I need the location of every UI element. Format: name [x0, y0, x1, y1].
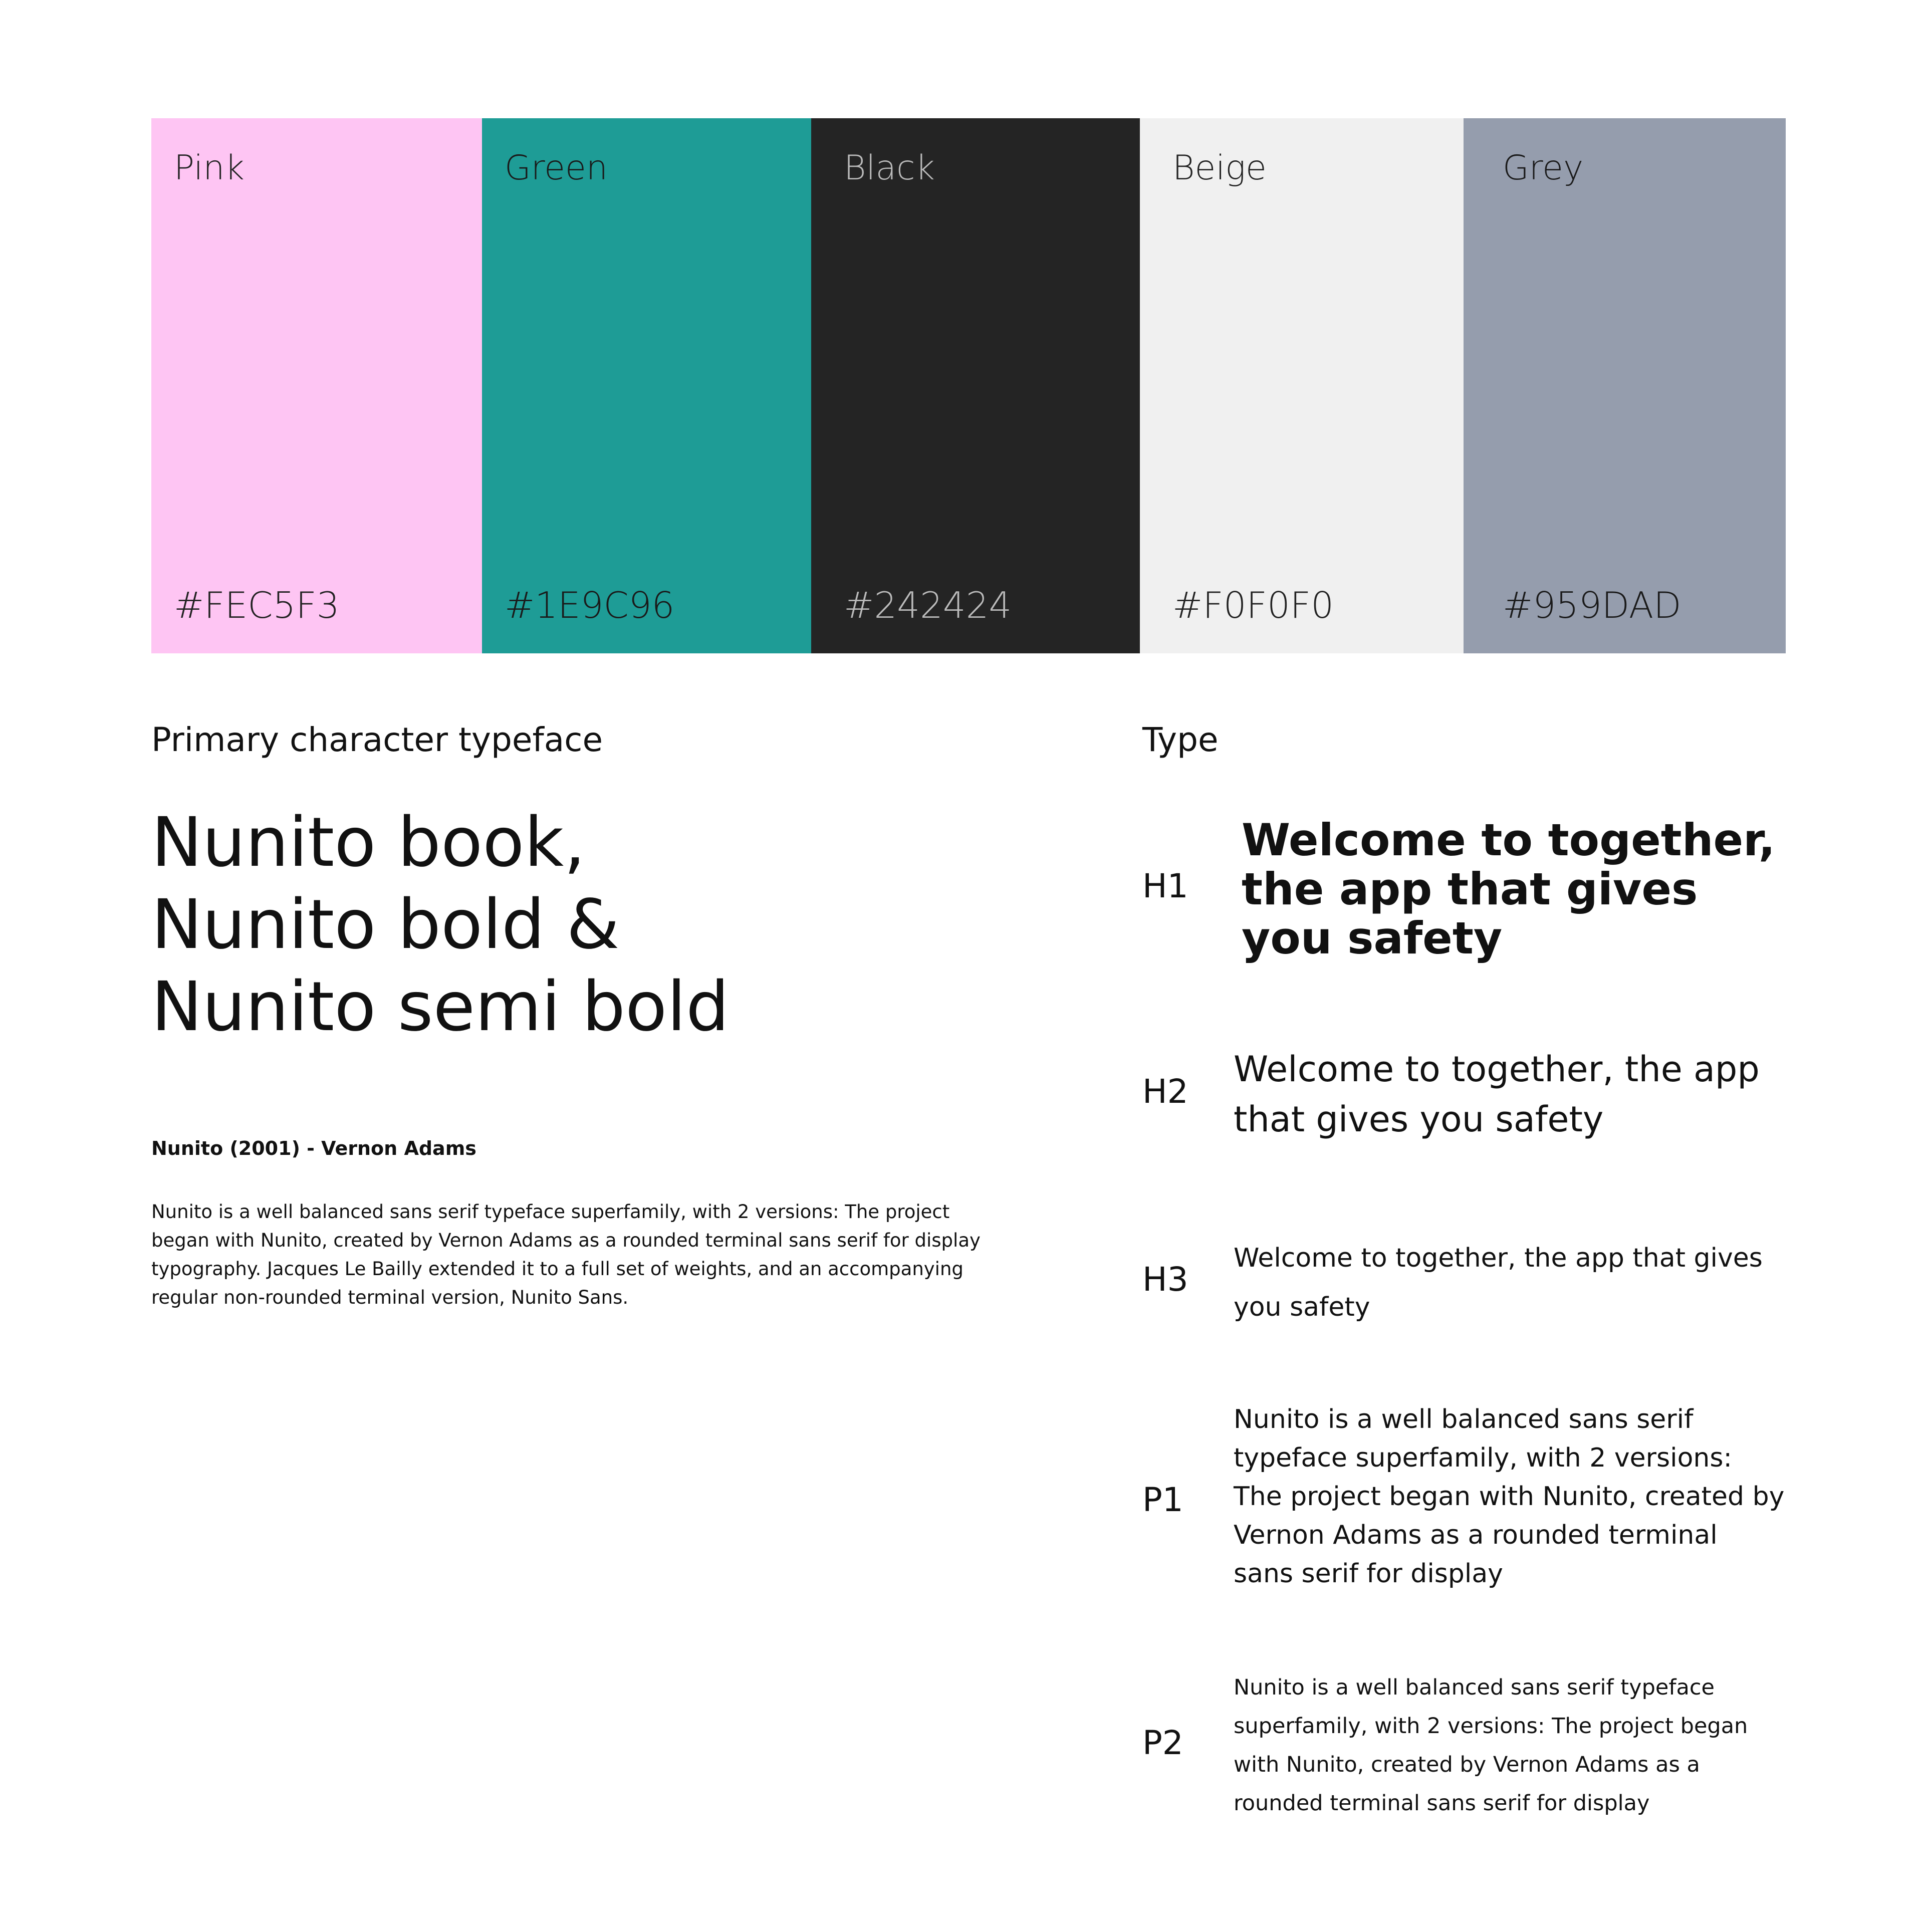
swatch-name: Pink [174, 148, 245, 188]
type-label-h1: H1 [1142, 867, 1188, 905]
swatch-hex: #242424 [844, 584, 1012, 626]
swatch-name: Beige [1172, 148, 1267, 188]
type-label-h2: H2 [1142, 1072, 1188, 1111]
type-sample-h3: Welcome to together, the app that gives you safety [1234, 1243, 1763, 1322]
swatch-green [482, 118, 811, 653]
swatch-grey [1464, 118, 1786, 653]
swatch-hex: #959DAD [1503, 584, 1681, 626]
typeface-description: Nunito is a well balanced sans serif typeface superfamily, with 2 versions: The project began with Nunito, created by Vernon Adams as a rounded terminal sans serif for display typography. Jacques Le Bailly extended it to a full set of weights, and an accompanying regular non-rounded terminal version, Nunito Sans. [151, 1201, 981, 1308]
typeface-credit: Nunito (2001) - Vernon Adams [151, 1137, 476, 1159]
type-label-p2: P2 [1142, 1724, 1183, 1762]
swatch-hex: #FEC5F3 [174, 584, 340, 626]
type-sample-h1: Welcome to together, the app that gives you safety [1242, 814, 1776, 964]
display-line: Nunito bold & [151, 885, 620, 964]
swatch-hex: #1E9C96 [505, 584, 675, 626]
type-sample-p2: Nunito is a well balanced sans serif typeface superfamily, with 2 versions: The project began with Nunito, created by Vernon Adams as a rounded terminal sans serif for display [1234, 1675, 1748, 1816]
swatch-hex: #F0F0F0 [1172, 584, 1334, 626]
type-sample-h2: Welcome to together, the app that gives you safety [1234, 1049, 1760, 1140]
type-label-h3: H3 [1142, 1260, 1188, 1299]
swatch-name: Black [844, 148, 935, 188]
color-palette [151, 118, 1786, 653]
type-label-p1: P1 [1142, 1481, 1183, 1519]
display-line: Nunito book, [151, 803, 586, 882]
typeface-display [151, 802, 729, 1048]
swatch-pink [151, 118, 482, 653]
type-sample-p1: Nunito is a well balanced sans serif typeface superfamily, with 2 versions: The project began with Nunito, created by Vernon Adams as a rounded terminal sans serif for display [1234, 1404, 1785, 1589]
swatch-name: Grey [1503, 148, 1584, 188]
swatch-beige [1140, 118, 1464, 653]
type-section-title: Type [1142, 720, 1219, 759]
display-line: Nunito semi bold [151, 968, 730, 1047]
swatch-black [811, 118, 1140, 653]
typeface-section-title: Primary character typeface [151, 720, 603, 759]
swatch-name: Green [505, 148, 608, 188]
